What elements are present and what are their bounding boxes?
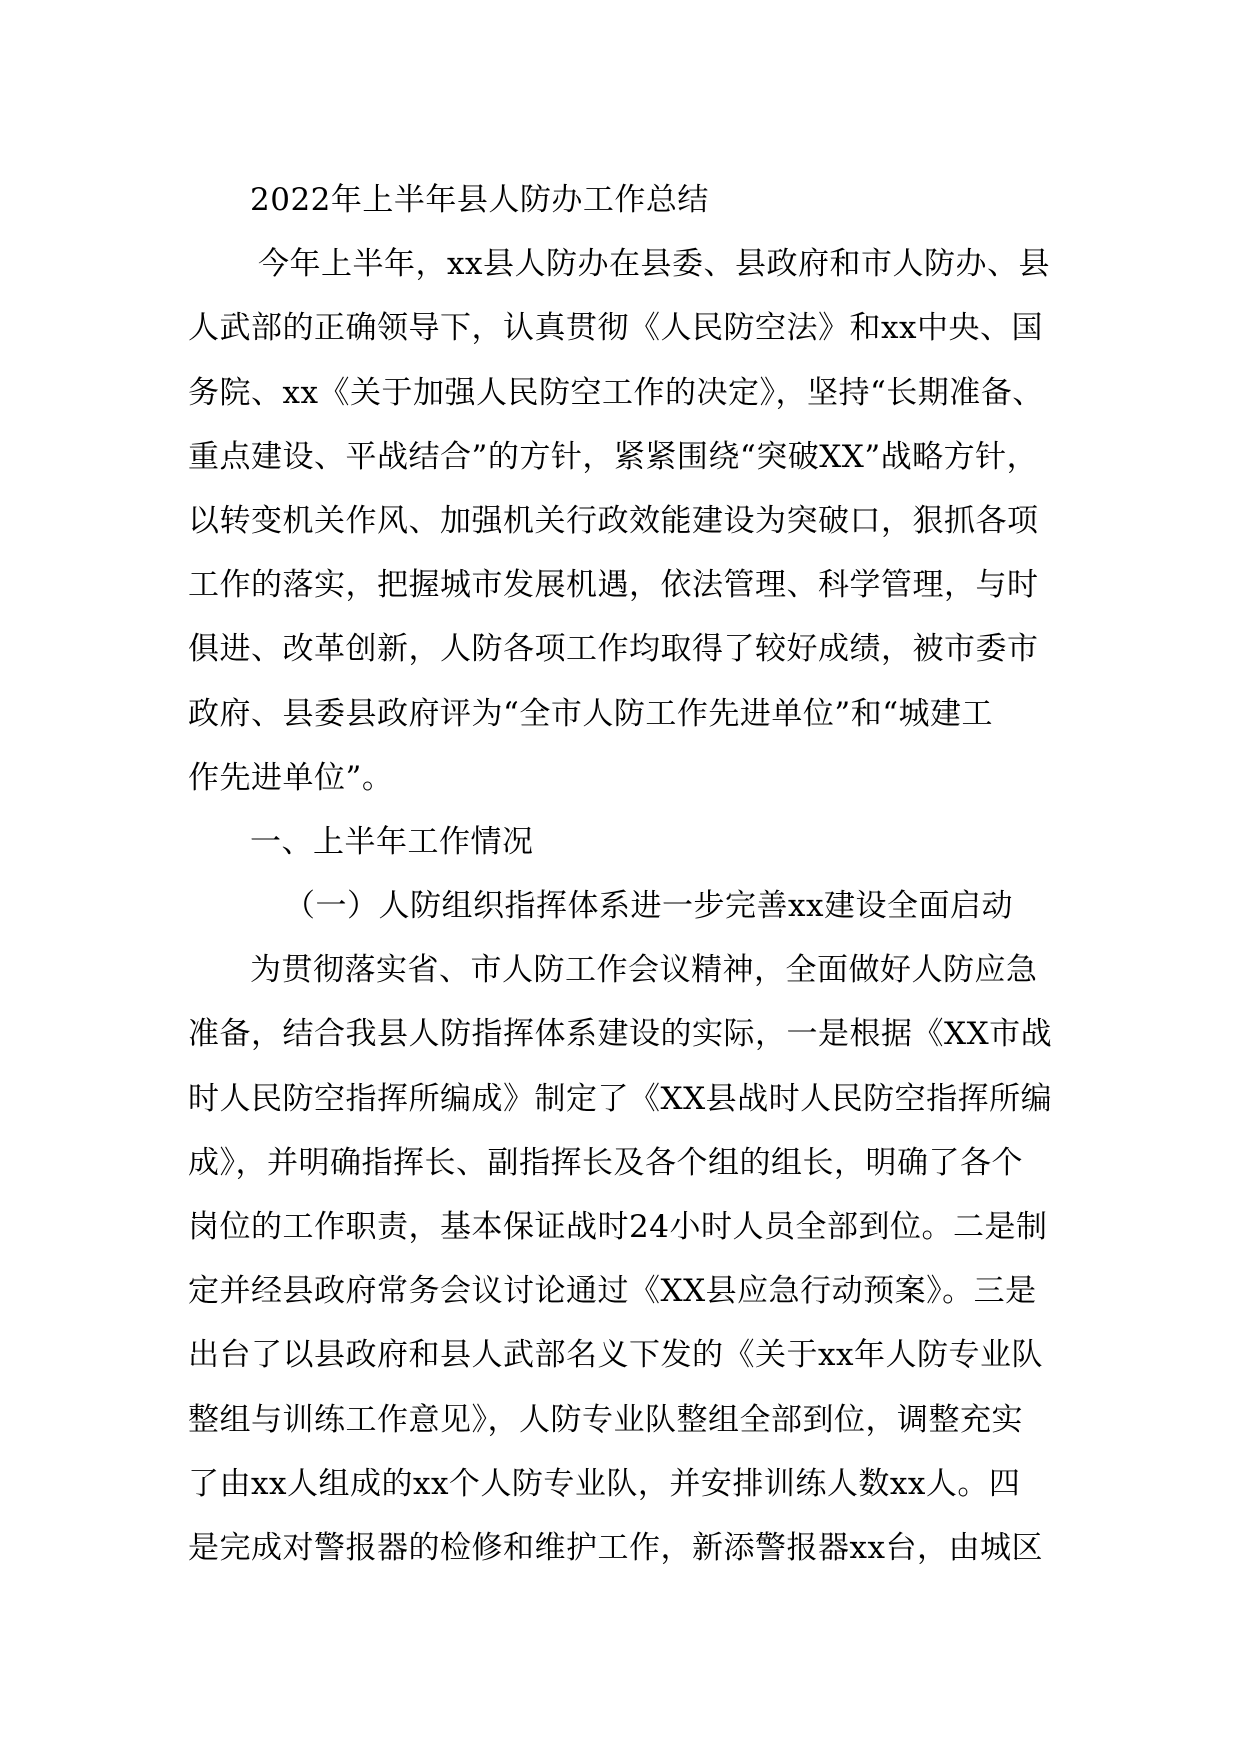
intro-paragraph-line: 今年上半年，xx县人防办在县委、县政府和市人防办、县 — [258, 246, 1050, 283]
body-paragraph-line: 出台了以县政府和县人武部名义下发的《关于xx年人防专业队 — [188, 1337, 1043, 1374]
intro-paragraph-line: 以转变机关作风、加强机关行政效能建设为突破口，狠抓各项 — [188, 502, 1039, 539]
body-paragraph-line: 成》，并明确指挥长、副指挥长及各个组的组长，明确了各个 — [188, 1144, 1023, 1181]
body-paragraph-line: 准备，结合我县人防指挥体系建设的实际，一是根据《XX市战 — [188, 1016, 1053, 1053]
body-paragraph-line: 是完成对警报器的检修和维护工作，新添警报器xx台，由城区 — [188, 1529, 1043, 1566]
intro-paragraph-line: 作先进单位”。 — [188, 759, 394, 796]
document-page — [188, 168, 1078, 1580]
body-paragraph-line: 时人民防空指挥所编成》制定了《XX县战时人民防空指挥所编 — [188, 1080, 1053, 1117]
intro-paragraph-line: 务院、xx《关于加强人民防空工作的决定》，坚持“长期准备、 — [188, 374, 1044, 411]
intro-paragraph-line: 工作的落实，把握城市发展机遇，依法管理、科学管理，与时 — [188, 567, 1039, 604]
body-paragraph-line: 了由xx人组成的xx个人防专业队，并安排训练人数xx人。四 — [188, 1465, 1021, 1502]
body-paragraph-line: 定并经县政府常务会议讨论通过《XX县应急行动预案》。三是 — [188, 1273, 1037, 1310]
subsection-heading: （一）人防组织指挥体系进一步完善xx建设全面启动 — [284, 888, 1013, 925]
intro-paragraph-line: 俱进、改革创新，人防各项工作均取得了较好成绩，被市委市 — [188, 631, 1039, 668]
intro-paragraph-line: 政府、县委县政府评为“全市人防工作先进单位”和“城建工 — [188, 695, 994, 732]
intro-paragraph-line: 人武部的正确领导下，认真贯彻《人民防空法》和xx中央、国 — [188, 310, 1043, 347]
document-title: 2022年上半年县人防办工作总结 — [250, 182, 709, 218]
intro-paragraph-line: 重点建设、平战结合”的方针，紧紧围绕“突破XX”战略方针， — [188, 438, 1039, 475]
section-heading: 一、上半年工作情况 — [250, 823, 534, 860]
body-paragraph-line: 整组与训练工作意见》，人防专业队整组全部到位，调整充实 — [188, 1401, 1023, 1438]
body-paragraph-line: 为贯彻落实省、市人防工作会议精神，全面做好人防应急 — [250, 952, 1038, 989]
body-paragraph-line: 岗位的工作职责，基本保证战时24小时人员全部到位。二是制 — [188, 1209, 1048, 1245]
